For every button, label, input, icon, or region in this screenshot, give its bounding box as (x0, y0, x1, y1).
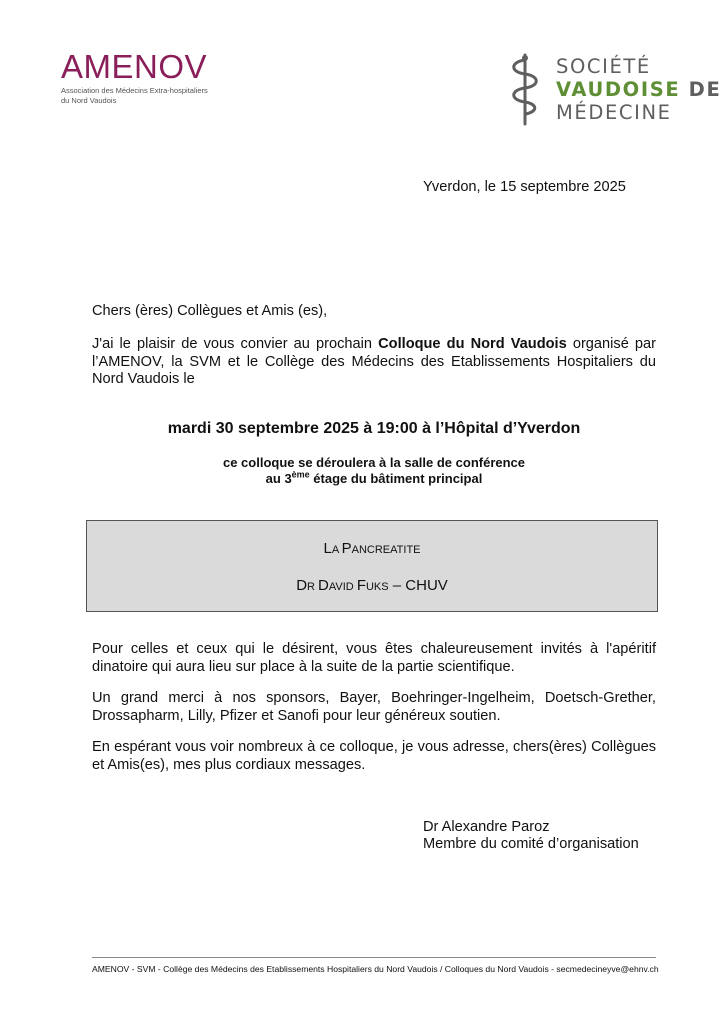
venue-floor-suffix: ème (291, 469, 310, 480)
signature-name: Dr Alexandre Paroz (423, 819, 550, 835)
intro-text-before: J'ai le plaisir de vous convier au prochain (92, 336, 379, 352)
topic-box (86, 520, 658, 612)
letter-salutation: Chers (ères) Collègues et Amis (es), (92, 303, 328, 319)
signature-role: Membre du comité d’organisation (423, 836, 639, 852)
topic-title-part: A (331, 544, 342, 556)
event-date-line: mardi 30 septembre 2025 à 19:00 à l’Hôpital d’Yverdon (167, 420, 581, 437)
footer-divider (92, 957, 656, 958)
topic-title-part: ANCREATITE (351, 544, 421, 556)
svm-logo-vaudoise: VAUDOISE (556, 78, 681, 101)
svm-logo-line3: MÉDECINE (556, 101, 672, 124)
speaker-part: R (307, 581, 319, 593)
topic-title-part: L (323, 540, 332, 557)
svm-logo-wordmark (556, 55, 721, 124)
letter-date: Yverdon, le 15 septembre 2025 (423, 179, 626, 195)
paragraph-aperitif: Pour celles et ceux qui le désirent, vous êtes chaleureusement invités à l'apéritif dinatoire qui aura lieu sur place à la suite de la partie scientifique. (92, 641, 656, 675)
venue-line-1: ce colloque se déroulera à la salle de conférence (222, 455, 526, 470)
svm-logo-line2 (556, 78, 721, 101)
venue-floor-text: étage du bâtiment principal (309, 471, 483, 486)
speaker-affiliation: – CHUV (388, 577, 448, 594)
topic-title (87, 540, 657, 557)
amenov-logo (61, 50, 221, 106)
svm-logo (506, 52, 722, 128)
svm-logo-de: DE (680, 78, 722, 101)
speaker-part: D (296, 577, 308, 594)
topic-speaker (87, 577, 657, 594)
speaker-part: AVID (328, 581, 357, 593)
caduceus-icon (506, 52, 544, 126)
footer-text: AMENOV - SVM - Collège des Médecins des Etablissements Hospitaliers du Nord Vaudois / Colloques du Nord Vaudois - secmedecineyve@ehnv.ch (92, 964, 659, 974)
intro-text-after: organisé par l’AMENOV, la SVM et le Collège des Médecins des Etablissements Hospitaliers du Nord Vaudois le (92, 336, 657, 387)
amenov-logo-name: AMENOV (61, 48, 208, 85)
svm-logo-line1: SOCIÉTÉ (556, 55, 651, 78)
paragraph-sponsors: Un grand merci à nos sponsors, Bayer, Boehringer-Ingelheim, Doetsch-Grether, Drossapharm, Lilly, Pfizer et Sanofi pour leur généreux soutien. (92, 690, 656, 724)
letter-intro-paragraph (92, 336, 656, 389)
amenov-logo-subtitle: Association des Médecins Extra-hospitaliers du Nord Vaudois (61, 86, 208, 105)
venue-line-2 (92, 471, 656, 487)
speaker-part: D (318, 577, 329, 594)
intro-colloque-name: Colloque du Nord Vaudois (378, 336, 567, 352)
speaker-part: F (356, 577, 366, 594)
topic-title-part: P (341, 540, 352, 557)
speaker-part: UKS (365, 581, 389, 593)
venue-floor-prefix: au 3 (265, 471, 292, 486)
paragraph-closing: En espérant vous voir nombreux à ce colloque, je vous adresse, chers(ères) Collègues et Amis(es), mes plus cordiaux messages. (92, 739, 656, 773)
